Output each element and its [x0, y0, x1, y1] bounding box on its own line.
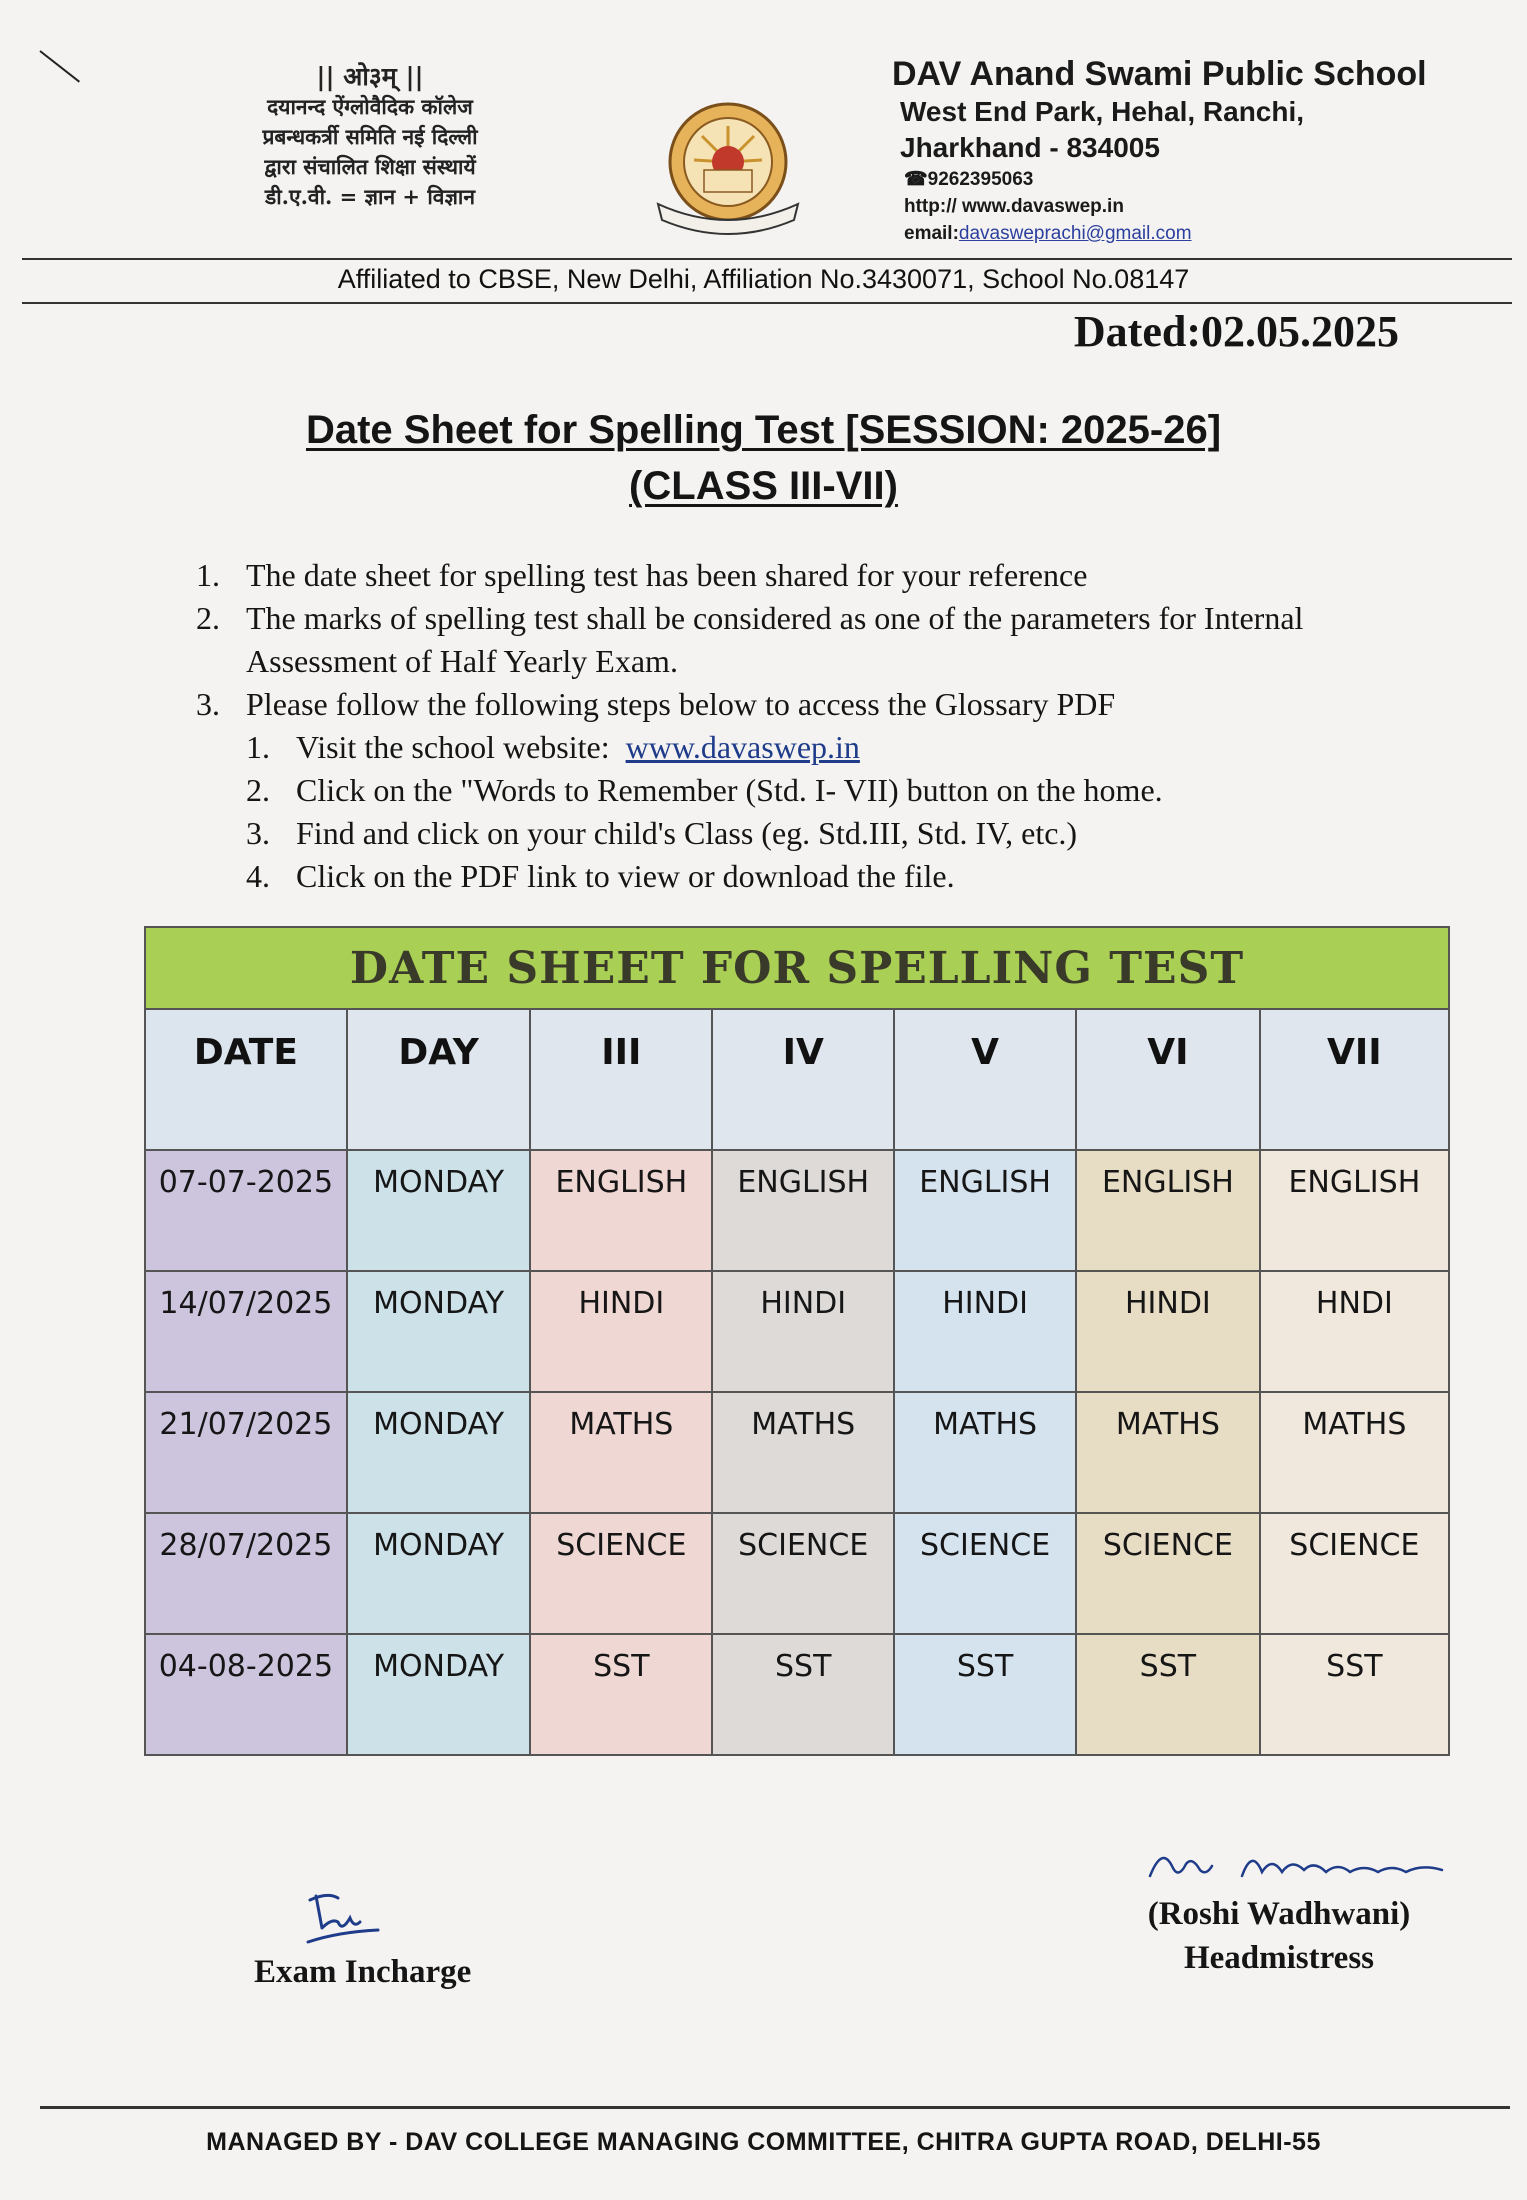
subject-cell: SST [712, 1634, 894, 1755]
column-header: V [894, 1009, 1076, 1150]
subject-cell: ENGLISH [530, 1150, 712, 1271]
table-header-row [145, 1009, 1449, 1150]
date-cell: 28/07/2025 [145, 1513, 347, 1634]
column-header: VI [1076, 1009, 1260, 1150]
header-divider-top [22, 258, 1512, 260]
subject-cell: MATHS [712, 1392, 894, 1513]
day-cell: MONDAY [347, 1513, 531, 1634]
email-line [904, 220, 1427, 247]
item-number: 2. [196, 600, 220, 636]
step-number: 1. [246, 729, 270, 765]
sub-step [246, 855, 1303, 898]
subject-cell: ENGLISH [1260, 1150, 1449, 1271]
table-row [145, 1150, 1449, 1271]
subject-cell: ENGLISH [894, 1150, 1076, 1271]
affiliation-text: Affiliated to CBSE, New Delhi, Affiliation No.3430071, School No.08147 [337, 264, 1190, 294]
sub-step [246, 769, 1303, 812]
step-number: 4. [246, 858, 270, 894]
column-header: DATE [145, 1009, 347, 1150]
header-divider-bottom [22, 302, 1512, 304]
address-line-1: West End Park, Hehal, Ranchi, [900, 96, 1305, 127]
hindi-line: प्रबन्धकर्त्री समिति नई दिल्ली [262, 124, 478, 149]
subject-cell: SST [1260, 1634, 1449, 1755]
date-cell: 07-07-2025 [145, 1150, 347, 1271]
instructions-list [196, 554, 1303, 898]
address-line-2: Jharkhand - 834005 [900, 132, 1160, 163]
subject-cell: HINDI [1076, 1271, 1260, 1392]
step-text: Find and click on your child's Class (eg. Std.III, Std. IV, etc.) [296, 815, 1078, 851]
subject-cell: SCIENCE [1260, 1513, 1449, 1634]
hindi-line: डी.ए.वी. = ज्ञान + विज्ञान [265, 184, 475, 209]
date-cell: 21/07/2025 [145, 1392, 347, 1513]
date-sheet-table [144, 926, 1450, 1756]
subject-cell: MATHS [894, 1392, 1076, 1513]
dav-logo-icon [648, 96, 808, 246]
table-row [145, 1392, 1449, 1513]
step-text: Click on the "Words to Remember (Std. I- VII) button on the home. [296, 772, 1163, 808]
exam-incharge-label: Exam Incharge [254, 1954, 472, 1990]
footer-text: MANAGED BY - DAV COLLEGE MANAGING COMMITTEE, CHITRA GUPTA ROAD, DELHI-55 [206, 2128, 1321, 2156]
hindi-line: दयानन्द ऐंग्लोवैदिक कॉलेज [267, 94, 473, 119]
table-row [145, 1271, 1449, 1392]
instruction-item [196, 683, 1303, 726]
item-text: Please follow the following steps below to access the Glossary PDF [246, 686, 1116, 722]
school-info [892, 54, 1427, 247]
headmistress-title: Headmistress [1183, 1940, 1375, 1976]
instruction-continuation [246, 640, 1303, 683]
instruction-item [196, 554, 1303, 597]
subject-cell: HNDI [1260, 1271, 1449, 1392]
column-header: III [530, 1009, 712, 1150]
signature-icon [1142, 1836, 1462, 1892]
column-header: DAY [347, 1009, 531, 1150]
email-link[interactable]: davasweprachi@gmail.com [958, 223, 1192, 244]
subject-cell: HINDI [894, 1271, 1076, 1392]
hindi-line: || ओ३म् || [316, 62, 424, 91]
item-text: The date sheet for spelling test has been shared for your reference [246, 557, 1088, 593]
day-cell: MONDAY [347, 1150, 531, 1271]
headmistress-name: (Roshi Wadhwani) [1147, 1896, 1411, 1932]
item-text: The marks of spelling test shall be considered as one of the parameters for Internal [246, 600, 1304, 636]
subject-cell: MATHS [1076, 1392, 1260, 1513]
page-subtitle [0, 464, 1527, 509]
item-text: Assessment of Half Yearly Exam. [246, 643, 678, 679]
sub-step [246, 726, 1303, 769]
website-text: http:// www.davaswep.in [904, 196, 1124, 217]
phone-number: ☎9262395063 [904, 169, 1034, 190]
table-banner-row [145, 927, 1449, 1009]
step-text: Visit the school website: [296, 729, 610, 765]
sub-step [246, 812, 1303, 855]
website-link[interactable]: www.davaswep.in [625, 729, 860, 765]
subject-cell: SST [1076, 1634, 1260, 1755]
signature-icon [298, 1888, 388, 1954]
subject-cell: SCIENCE [1076, 1513, 1260, 1634]
item-number: 3. [196, 686, 220, 722]
title-line-2: (CLASS III-VII) [629, 464, 898, 508]
step-number: 2. [246, 772, 270, 808]
subject-cell: MATHS [1260, 1392, 1449, 1513]
step-text: Click on the PDF link to view or download the file. [296, 858, 955, 894]
step-number: 3. [246, 815, 270, 851]
exam-incharge-signature-block [254, 1888, 471, 1991]
subject-cell: ENGLISH [712, 1150, 894, 1271]
table-banner: DATE SHEET FOR SPELLING TEST [145, 927, 1449, 1009]
table-row [145, 1634, 1449, 1755]
headmistress-signature-block [1096, 1836, 1462, 1980]
hindi-header-block [220, 62, 520, 212]
subject-cell: SCIENCE [530, 1513, 712, 1634]
hindi-line: द्वारा संचालित शिक्षा संस्थायें [264, 154, 476, 179]
day-cell: MONDAY [347, 1634, 531, 1755]
title-line-1: Date Sheet for Spelling Test [SESSION: 2025-26] [305, 408, 1222, 452]
subject-cell: SCIENCE [894, 1513, 1076, 1634]
subject-cell: MATHS [530, 1392, 712, 1513]
email-label: email: [904, 223, 959, 244]
item-number: 1. [196, 557, 220, 593]
subject-cell: HINDI [530, 1271, 712, 1392]
date-cell: 14/07/2025 [145, 1271, 347, 1392]
day-cell: MONDAY [347, 1271, 531, 1392]
column-header: IV [712, 1009, 894, 1150]
date-line: Dated:02.05.2025 [1073, 307, 1399, 356]
subject-cell: ENGLISH [1076, 1150, 1260, 1271]
subject-cell: SST [530, 1634, 712, 1755]
table-row [145, 1513, 1449, 1634]
subject-cell: SST [894, 1634, 1076, 1755]
subject-cell: SCIENCE [712, 1513, 894, 1634]
date-cell: 04-08-2025 [145, 1634, 347, 1755]
pen-mark [39, 50, 80, 82]
instruction-item [196, 597, 1303, 640]
page-title [0, 408, 1527, 453]
school-name: DAV Anand Swami Public School [892, 55, 1427, 93]
subject-cell: HINDI [712, 1271, 894, 1392]
footer-divider [40, 2106, 1510, 2109]
day-cell: MONDAY [347, 1392, 531, 1513]
column-header: VII [1260, 1009, 1449, 1150]
